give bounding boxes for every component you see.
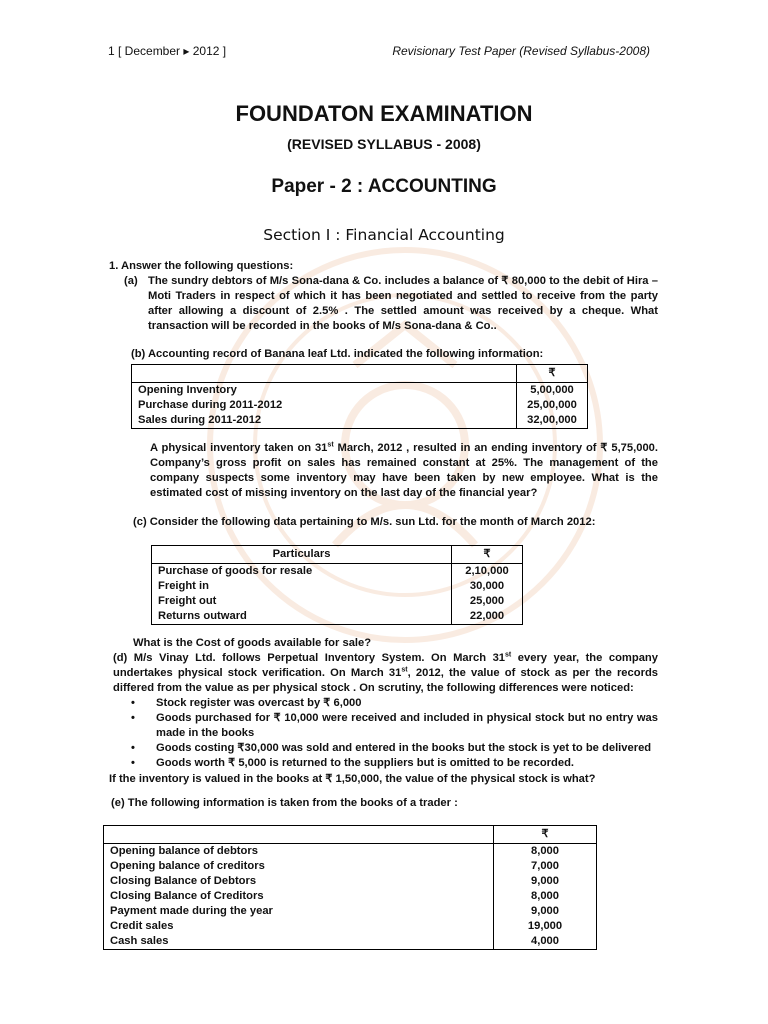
section-title: Section I : Financial Accounting	[263, 226, 505, 244]
part-b-currency: ₹	[517, 365, 588, 383]
part-a-text: The sundry debtors of M/s Sona-dana & Co. includes a balance of ₹ 80,000 to the debit of Hira – Moti Traders in respect of which it has been negotiated and settled to receive from the party after allowing a discount of 2.5% . The settled amount was received by a cheque. What transaction will be recorded in the books of M/s Sona-dana & Co..	[148, 275, 658, 332]
table-row: Purchase of goods for resale 2,10,000	[152, 564, 523, 580]
question-heading: 1. Answer the following questions:	[109, 260, 294, 272]
table-row: Freight in 30,000	[152, 579, 523, 594]
list-item: • Goods costing ₹30,000 was sold and entered in the books but the stock is yet to be delivered	[131, 741, 658, 756]
list-item: • Stock register was overcast by ₹ 6,000	[131, 696, 658, 711]
table-row: Payment made during the year 9,000	[104, 904, 597, 919]
part-c-table	[151, 545, 523, 625]
part-b-paragraph: A physical inventory taken on 31st March, 2012 , resulted in an ending inventory of ₹ 5,75,000. Company’s gross profit on sales has remained constant at 25%. The management of the company suspects some inventory may have been taken by new employee. What is the estimated cost of missing inventory on the last day of the financial year?	[150, 441, 659, 499]
part-e-table	[103, 825, 597, 950]
part-b-intro: (b) Accounting record of Banana leaf Ltd. indicated the following information:	[131, 348, 544, 360]
table-row: Opening Inventory 5,00,000	[132, 383, 588, 399]
syllabus-subtitle: (REVISED SYLLABUS - 2008)	[287, 136, 481, 152]
part-d-intro: (d) M/s Vinay Ltd. follows Perpetual Inventory System. On March 31st every year, the company undertakes physical stock verification. On March 31st, 2012, the value of stock as per the records differed from the value as per physical stock . On scrutiny, the following differences were noticed:	[113, 651, 658, 694]
table-row: Freight out 25,000	[152, 594, 523, 609]
table-row: Opening balance of creditors 7,000	[104, 859, 597, 874]
table-row: Closing Balance of Creditors 8,000	[104, 889, 597, 904]
table-row: Closing Balance of Debtors 9,000	[104, 874, 597, 889]
part-b-table	[131, 364, 588, 429]
table-row: Credit sales 19,000	[104, 919, 597, 934]
table-row: Opening balance of debtors 8,000	[104, 844, 597, 860]
header-page-info: 1 [ December ▸ 2012 ]	[108, 44, 227, 58]
list-item: • Goods worth ₹ 5,000 is returned to the suppliers but is omitted to be recorded.	[131, 756, 658, 771]
paper-title: Paper - 2 : ACCOUNTING	[271, 176, 497, 197]
part-a-label: (a)	[124, 275, 138, 287]
table-row: Cash sales 4,000	[104, 934, 597, 950]
part-d-differences-list	[131, 696, 658, 771]
exam-title: FOUNDATON EXAMINATION	[235, 101, 533, 126]
part-e-currency: ₹	[494, 826, 597, 844]
part-c-intro: (c) Consider the following data pertaining to M/s. sun Ltd. for the month of March 2012:	[133, 516, 596, 528]
table-row: Returns outward 22,000	[152, 609, 523, 625]
header-paper-name: Revisionary Test Paper (Revised Syllabus-2008)	[392, 44, 650, 58]
part-c-question: What is the Cost of goods available for sale?	[133, 637, 372, 649]
part-c-currency: ₹	[452, 546, 523, 564]
table-row: Purchase during 2011-2012 25,00,000	[132, 398, 588, 413]
particulars-header: Particulars	[152, 546, 452, 564]
part-d-closing: If the inventory is valued in the books at ₹ 1,50,000, the value of the physical stock is what?	[109, 773, 596, 785]
table-row: Sales during 2011-2012 32,00,000	[132, 413, 588, 429]
part-e-intro: (e) The following information is taken from the books of a trader :	[111, 797, 458, 809]
list-item: • Goods purchased for ₹ 10,000 were received and included in physical stock but no entry was made in the books	[131, 711, 658, 741]
